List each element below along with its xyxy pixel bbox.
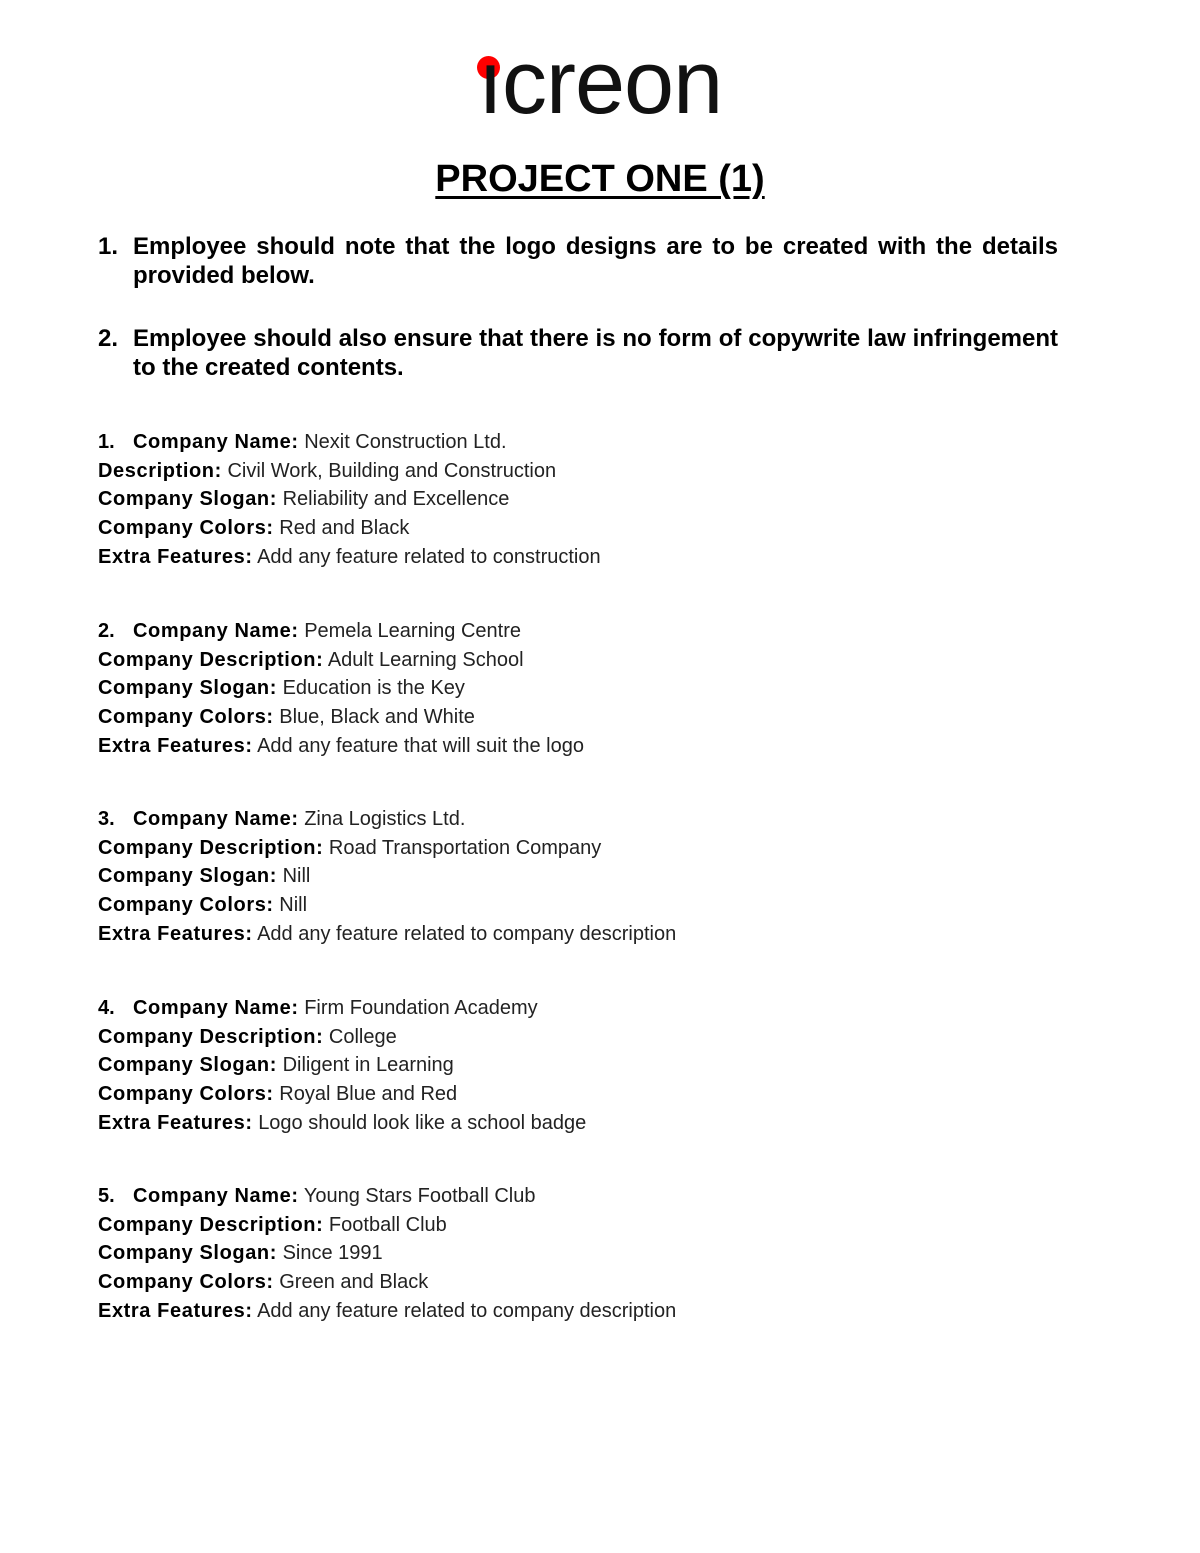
- instruction-number: 2.: [98, 325, 119, 352]
- field-label: Company Name:: [133, 997, 299, 1019]
- company-field: [98, 428, 601, 457]
- company-field: [98, 862, 676, 891]
- field-value: Education is the Key: [282, 677, 465, 700]
- field-label: Company Name:: [133, 620, 299, 642]
- field-value: Add any feature related to construction: [257, 545, 601, 568]
- company-number: 5.: [98, 1185, 115, 1207]
- field-value: Adult Learning School: [327, 648, 524, 671]
- field-value: Football Club: [328, 1213, 447, 1236]
- company-field: [98, 457, 601, 486]
- field-value: Green and Black: [279, 1271, 429, 1294]
- field-label: Company Description:: [98, 836, 324, 859]
- company-field: [98, 485, 601, 514]
- field-value: Young Stars Football Club: [303, 1185, 536, 1207]
- field-value: Road Transportation Company: [328, 836, 602, 859]
- company-field: [98, 1109, 586, 1138]
- field-value: Reliability and Excellence: [282, 488, 510, 511]
- company-number: 2.: [98, 620, 115, 642]
- field-label: Description:: [98, 459, 222, 482]
- company-field: [98, 674, 584, 703]
- field-label: Company Slogan:: [98, 1242, 278, 1265]
- page-title: PROJECT ONE (1): [435, 158, 765, 200]
- field-label: Extra Features:: [98, 1299, 253, 1322]
- field-label: Company Description:: [98, 1025, 324, 1048]
- instruction-text: Employee should also ensure that there is no form of copywrite law infringement to the created contents.: [133, 325, 1058, 381]
- company-field: [98, 1051, 586, 1080]
- icreon-logo: ıcreon: [478, 33, 723, 133]
- company-section: [98, 428, 601, 572]
- company-field: [98, 1268, 676, 1297]
- field-value: Diligent in Learning: [282, 1054, 454, 1077]
- company-field: [98, 834, 676, 863]
- field-value: Civil Work, Building and Construction: [227, 459, 557, 482]
- field-value: College: [328, 1025, 397, 1048]
- field-label: Company Slogan:: [98, 677, 278, 700]
- company-field: [98, 543, 601, 572]
- field-label: Company Colors:: [98, 1271, 274, 1294]
- field-value: Blue, Black and White: [279, 706, 475, 729]
- company-field: [98, 1211, 676, 1240]
- company-field: [98, 617, 584, 646]
- field-value: Firm Foundation Academy: [304, 997, 538, 1019]
- field-label: Company Description:: [98, 648, 324, 671]
- instruction-2: [98, 324, 1058, 382]
- field-label: Company Colors:: [98, 517, 274, 540]
- field-value: Logo should look like a school badge: [258, 1111, 587, 1134]
- company-field: [98, 646, 584, 675]
- field-label: Company Colors:: [98, 894, 274, 917]
- company-field: [98, 805, 676, 834]
- field-value: Since 1991: [282, 1242, 383, 1265]
- field-label: Extra Features:: [98, 922, 253, 945]
- field-label: Company Name:: [133, 808, 299, 830]
- field-label: Company Slogan:: [98, 1054, 278, 1077]
- company-field: [98, 1297, 676, 1326]
- field-label: Company Colors:: [98, 1083, 274, 1106]
- field-label: Extra Features:: [98, 545, 253, 568]
- field-value: Zina Logistics Ltd.: [304, 808, 466, 830]
- field-label: Company Name:: [133, 1185, 299, 1207]
- company-section: [98, 617, 584, 761]
- field-value: Add any feature related to company description: [257, 922, 677, 945]
- company-section: [98, 805, 676, 949]
- field-label: Extra Features:: [98, 734, 253, 757]
- company-number: 4.: [98, 997, 115, 1019]
- company-field: [98, 920, 676, 949]
- company-field: [98, 1023, 586, 1052]
- instruction-1: [98, 232, 1058, 290]
- company-number: 1.: [98, 431, 115, 453]
- company-field: [98, 703, 584, 732]
- company-field: [98, 1080, 586, 1109]
- field-value: Red and Black: [279, 517, 410, 540]
- field-value: Nill: [279, 894, 308, 917]
- company-field: [98, 514, 601, 543]
- company-number: 3.: [98, 808, 115, 830]
- field-label: Extra Features:: [98, 1111, 253, 1134]
- field-label: Company Name:: [133, 431, 299, 453]
- instruction-text: Employee should note that the logo designs are to be created with the details provided below.: [133, 233, 1058, 289]
- field-value: Royal Blue and Red: [279, 1083, 458, 1106]
- company-field: [98, 1239, 676, 1268]
- company-field: [98, 891, 676, 920]
- field-label: Company Slogan:: [98, 488, 278, 511]
- field-value: Add any feature related to company description: [257, 1299, 677, 1322]
- field-label: Company Description:: [98, 1213, 324, 1236]
- company-field: [98, 732, 584, 761]
- field-label: Company Colors:: [98, 706, 274, 729]
- field-value: Add any feature that will suit the logo: [257, 734, 584, 757]
- field-label: Company Slogan:: [98, 865, 278, 888]
- field-value: Nexit Construction Ltd.: [304, 431, 507, 453]
- field-value: Nill: [282, 865, 311, 888]
- company-field: [98, 1182, 676, 1211]
- company-section: [98, 1182, 676, 1326]
- company-section: [98, 994, 586, 1138]
- instruction-number: 1.: [98, 233, 119, 260]
- company-field: [98, 994, 586, 1023]
- field-value: Pemela Learning Centre: [304, 620, 521, 642]
